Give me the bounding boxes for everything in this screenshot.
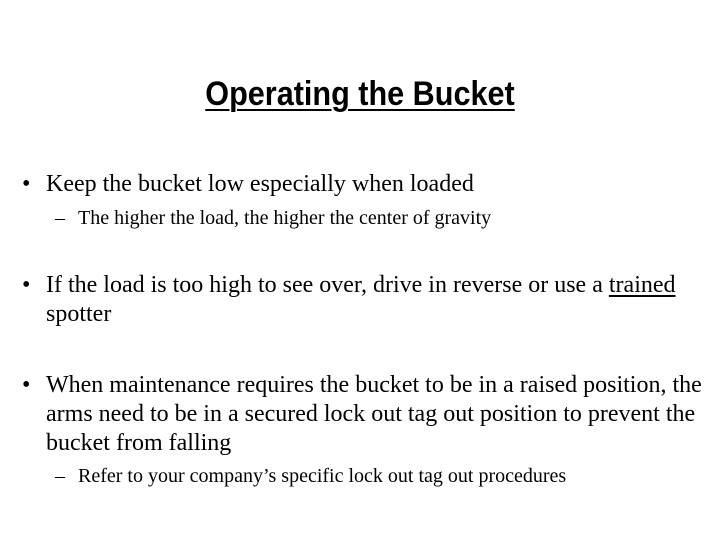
bullet-icon: • (22, 372, 31, 398)
sub-bullet-text-2: Refer to your company’s specific lock out tag out procedures (78, 465, 567, 487)
trained-emphasis: trained (608, 272, 676, 298)
sub-bullet-text-1: The higher the load, the higher the center of gravity (78, 207, 492, 229)
bullet-icon: • (22, 272, 31, 298)
slide-title (36, 72, 684, 116)
bullet-text-3: When maintenance requires the bucket to be in a raised position, the arms need to be in a secured lock out tag out position to prevent the bucket from falling (46, 372, 702, 456)
slide-title-text: Operating the Bucket (205, 75, 515, 113)
bullet-text-2-part-1: If the load is too high to see over, drive in reverse or use a (46, 272, 609, 298)
bullet-icon: • (22, 171, 31, 197)
dash-icon: – (55, 207, 65, 229)
dash-icon: – (55, 465, 65, 487)
bullet-text-2-part-2: spotter (46, 301, 112, 327)
bullet-text-1: Keep the bucket low especially when loaded (46, 171, 474, 197)
bullet-text-2 (46, 271, 706, 329)
